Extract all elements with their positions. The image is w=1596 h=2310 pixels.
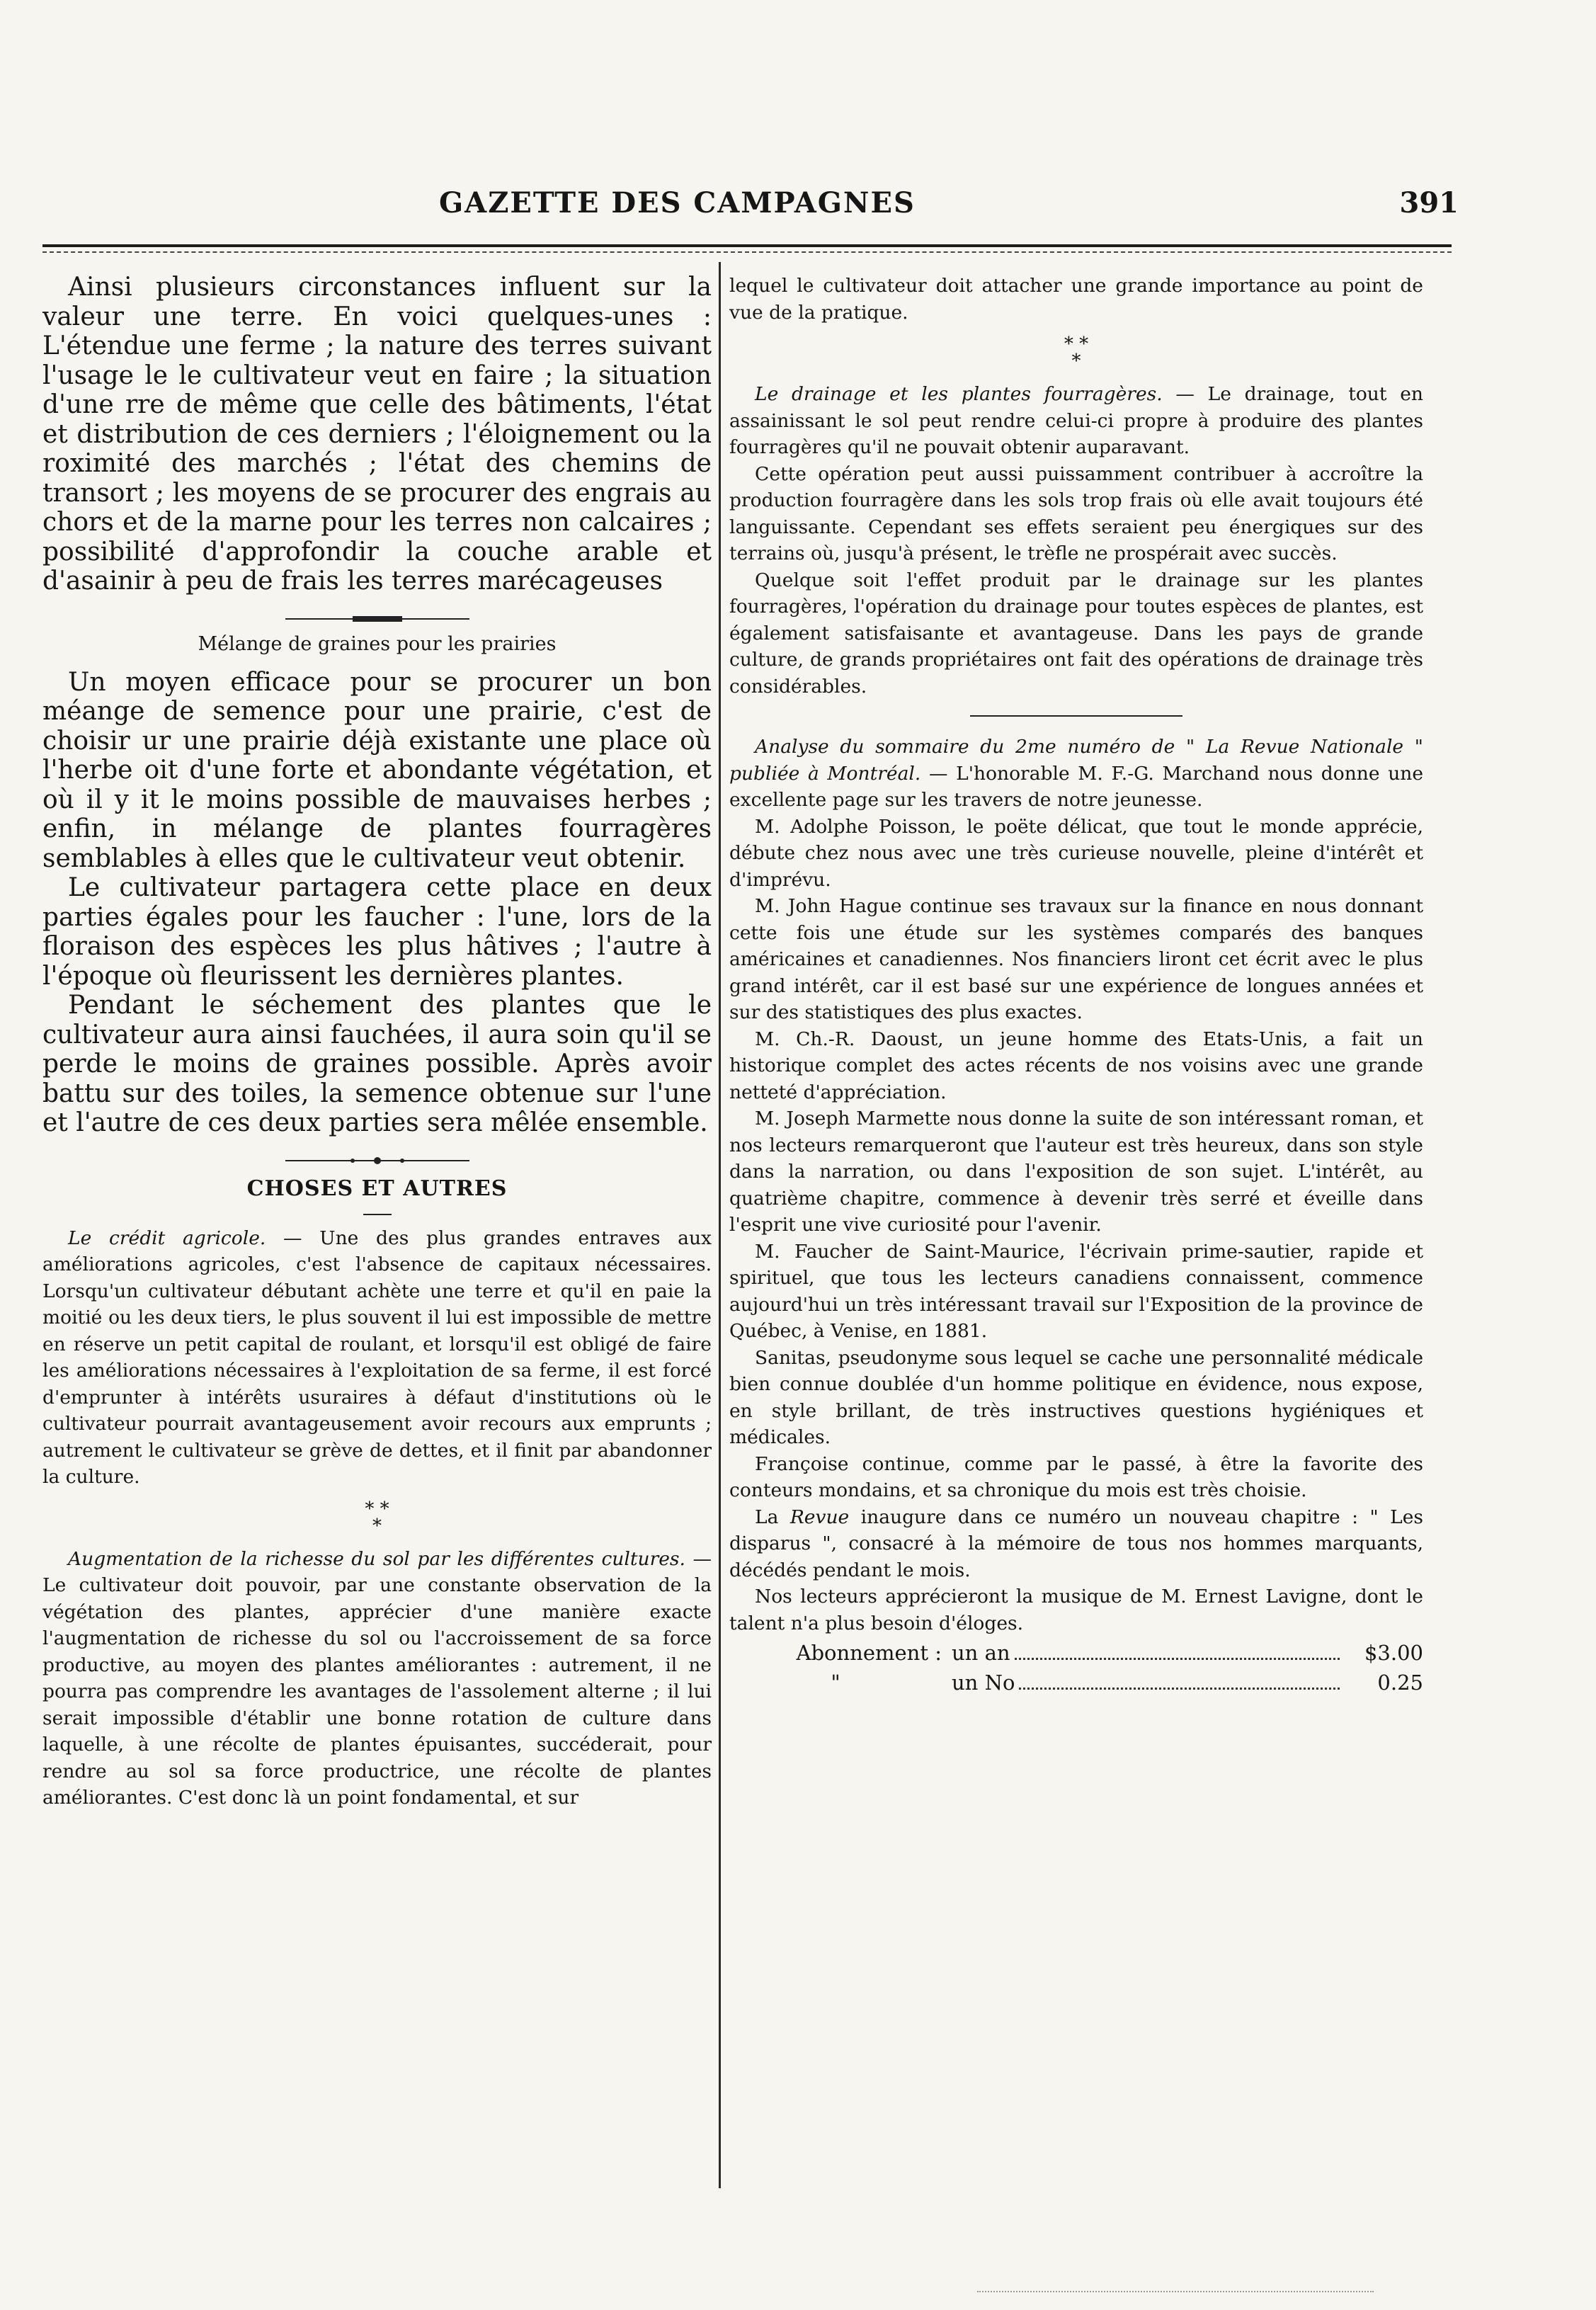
paragraph-revue-9 xyxy=(729,1504,1423,1584)
paragraph-revue-10: Nos lecteurs apprécieront la musique de M. Ernest Lavigne, dont le talent n'a plus besoin d'éloges. xyxy=(729,1586,1423,1634)
header-rule xyxy=(42,244,1452,247)
paragraph-melange-2: Le cultivateur partagera cette place en deux parties égales pour les faucher : l'une, lors de la floraison des espèces les plus hâtives ; l'autre à l'époque où fleurissent les dernières plantes. xyxy=(42,873,712,991)
page-number: 391 xyxy=(1399,186,1459,220)
section-title-melange: Mélange de graines pour les prairies xyxy=(198,632,557,655)
header-rule-dashed xyxy=(42,251,1452,254)
paragraph-revue-6: M. Faucher de Saint-Maurice, l'écrivain prime-sautier, rapide et spirituel, que tous les lecteurs canadiens connaissent, commence aujourd'hui un très intéressant travail sur l'Exposition de la province de Québec, à Venise, en 1881. xyxy=(729,1240,1423,1342)
paragraph-revue-7: Sanitas, pseudonyme sous lequel se cache une personnalité médicale bien connue doublée d'un homme politique en évidence, nous expose, en style brillant, de très instructives questions hygiéniques et médicales. xyxy=(729,1346,1423,1448)
section-ornament xyxy=(285,612,469,626)
paragraph-drainage-1 xyxy=(729,381,1423,461)
section-title-choses-et-autres: CHOSES ET AUTRES xyxy=(246,1176,508,1201)
page-bottom-speckle xyxy=(977,2291,1374,2292)
credit-title: Le crédit agricole. xyxy=(68,1227,266,1249)
paragraph-drainage-3: Quelque soit l'effet produit par le drainage sur les plantes fourragères, l'opération du drainage pour toutes espèces de plantes, est également satisfaisante et avantageuse. Dans les pays de grande culture, de grands propriétaires ont fait des opérations de drainage très considérables. xyxy=(729,569,1423,698)
credit-text: — Une des plus grandes entraves aux améliorations agricoles, c'est l'absence de capitaux nécessaires. Lorsqu'un cultivateur débutant achète une terre et qu'il en paie la moitié ou les deux tiers, le plus souvent il lui est impossible de mettre en réserve un petit capital de roulant, et lorsqu'il est obligé de faire les améliorations nécessaires à l'exploitation de sa ferme, il est forcé d'emprunter à intérêts usuraires à défaut d'institutions où le cultivateur pourrait avantageusement avoir recours aux emprunts ; autrement le cultivateur se grève de dettes, et il finit par abandonner la culture. xyxy=(42,1227,712,1488)
paragraph-credit-agricole xyxy=(42,1225,712,1491)
subscription-price: 0.25 xyxy=(1377,1671,1423,1695)
section-rule xyxy=(970,715,1182,717)
subscription-period: un No xyxy=(952,1671,1015,1695)
subscription-period: un an xyxy=(952,1641,1010,1665)
subscription-label: Abonnement : xyxy=(796,1641,942,1665)
paragraph-revue-4: M. Ch.-R. Daoust, un jeune homme des Etats-Unis, a fait un historique complet des actes récents de nos voisins avec une grande netteté d'appréciation. xyxy=(729,1028,1423,1103)
paragraph-augmentation-richesse xyxy=(42,1546,712,1811)
column-divider xyxy=(719,262,721,2188)
subscription-price: $3.00 xyxy=(1364,1641,1423,1665)
left-column xyxy=(42,273,712,1811)
page-header xyxy=(42,181,1473,230)
revue-9-italic: Revue xyxy=(790,1506,850,1528)
paragraph-revue-2: M. Adolphe Poisson, le poëte délicat, que tout le monde apprécie, débute chez nous avec une très curieuse nouvelle, pleine d'intérêt et d'imprévu. xyxy=(729,815,1423,891)
leader-dots xyxy=(1019,1669,1340,1690)
right-column xyxy=(729,273,1423,1696)
paragraph-melange-1: Un moyen efficace pour se procurer un bon méange de semence pour une prairie, c'est de choisir ur une prairie déjà existante une place où l'herbe oit d'une forte et abondante végétation, et où il y it le moins possible de mauvaises herbes ; enfin, in mélange de plantes fourragères semblables à elles que le cultivateur veut obtenir. xyxy=(42,667,712,873)
augment-title: Augmentation de la richesse du sol par les différentes cultures. xyxy=(68,1547,685,1570)
paragraph-drainage-2: Cette opération peut aussi puissamment contribuer à accroître la production fourragère dans les sols trop frais où elle avait toujours été languissante. Cependant ses effets seraient peu énergiques sur des terrains où, jusqu'à présent, le trèfle ne prospérait avec succès. xyxy=(729,462,1423,564)
journal-title: GAZETTE DES CAMPAGNES xyxy=(439,186,916,220)
revue-9-b: inaugure dans ce numéro un nouveau chapitre : " Les disparus ", consacré à la mémoire de tous nos hommes marquants, décédés pendant le mois. xyxy=(729,1506,1423,1581)
revue-title: Analyse du sommaire du 2me numéro de " La Revue Nationale " publiée à Montréal. xyxy=(729,736,1423,785)
augment-text: — Le cultivateur doit pouvoir, par une constante observation de la végétation des plantes, apprécier d'une manière exacte l'augmentation de richesse du sol ou l'accroissement de sa force productive, au moyen des plantes améliorantes : autrement, il ne pourra pas comprendre les avantages de l'assolement alterne ; il lui serait impossible d'établir une bonne rotation de culture dans laquelle, à une récolte de plantes épuisantes, succéderait, pour rendre au sol sa force productrice, une récolte de plantes améliorantes. C'est donc là un point fondamental, et sur xyxy=(42,1547,712,1809)
section-ornament xyxy=(285,1154,469,1168)
subscription-line-number xyxy=(729,1669,1423,1696)
paragraph-valeur-terre: Ainsi plusieurs circonstances influent sur la valeur une terre. En voici quelques-unes : L'étendue une ferme ; la nature des terres suivant l'usage le le cultivateur veut en faire ; la situation d'une rre de même que celle des bâtiments, l'état et distribution de ces derniers ; l'éloignement ou la roximité des marchés ; l'état des chemins de transort ; les moyens de se procurer des engrais au chors et de la marne pour les terres non calcaires ; possibilité d'approfondir la couche arable et d'asainir à peu de frais les terres marécageuses xyxy=(42,273,712,596)
paragraph-revue-1 xyxy=(729,734,1423,814)
drainage-title: Le drainage et les plantes fourragères. xyxy=(755,383,1163,405)
paragraph-revue-8: Françoise continue, comme par le passé, à être la favorite des conteurs mondains, et sa chronique du mois est très choisie. xyxy=(729,1452,1423,1501)
drainage-text: — Le drainage, tout en assainissant le sol peut rendre celui-ci propre à produire des plantes fourragères qu'il ne pouvait obtenir auparavant. xyxy=(729,383,1423,458)
revue-9-a: La xyxy=(755,1506,790,1528)
paragraph-revue-5: M. Joseph Marmette nous donne la suite de son intéressant roman, et nos lecteurs remarqueront que l'auteur est très heureux, dans son style dans la narration, ou dans l'exposition de son sujet. L'intérêt, au quatrième chapitre, commence à devenir très serré et éveille dans l'esprit une vive curiosité pour l'avenir. xyxy=(729,1108,1423,1236)
title-underline xyxy=(363,1214,392,1215)
subscription-ditto: " xyxy=(831,1671,840,1695)
paragraph-continuation: lequel le cultivateur doit attacher une grande importance au point de vue de la pratique. xyxy=(729,275,1423,324)
revue-text: — L'honorable M. F.-G. Marchand nous donne une excellente page sur les travers de notre jeunesse. xyxy=(729,762,1424,811)
leader-dots xyxy=(1015,1639,1340,1660)
asterism: * * * xyxy=(365,1498,389,1537)
asterism: * * * xyxy=(1064,334,1089,372)
paragraph-melange-3: Pendant le séchement des plantes que le cultivateur aura ainsi fauchées, il aura soin qu'il se perde le moins de graines possible. Après avoir battu sur des toiles, la semence obtenue sur l'une et l'autre de ces deux parties sera mêlée ensemble. xyxy=(42,991,712,1137)
subscription-line-year xyxy=(729,1639,1423,1666)
paragraph-revue-3: M. John Hague continue ses travaux sur la finance en nous donnant cette fois une étude sur les systèmes comparés des banques américaines et canadiennes. Nos financiers liront cet écrit avec le plus grand intérêt, car il est basé sur une expérience de longues années et sur des statistiques des plus exactes. xyxy=(729,895,1423,1023)
